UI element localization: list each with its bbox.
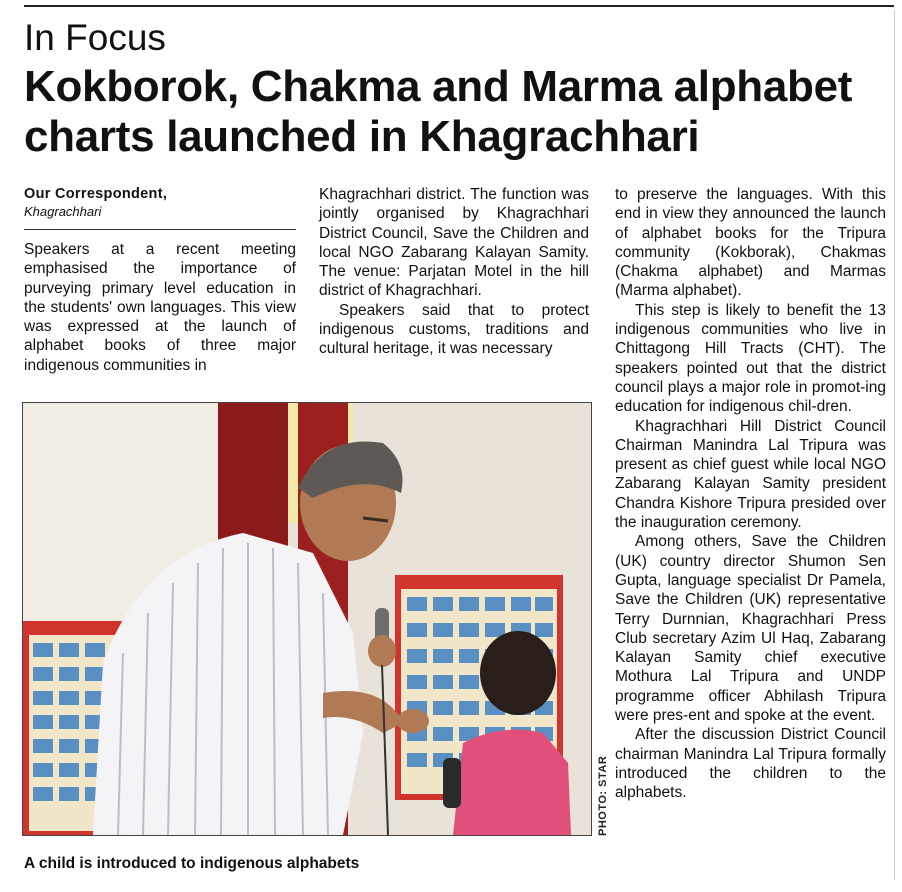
child-shirt — [453, 730, 571, 835]
paragraph: Speakers at a recent meeting emphasised the importance of purveying primary level education in the students' own languages. This view was expressed at the launch of alphabet books of three major indigenous communities in — [24, 241, 296, 374]
paragraph: Among others, Save the Children (UK) country director Shumon Sen Gupta, language specialist Dr Pamela, Save the Children (UK) representative Terry Durnnian, Khagrachhari Press Club secretary Azim Ul Haq, Zabarang Kalayan Samity chief executive Mothura Lal Tripura and UNDP programme officer Abhilash Tripura were pres-ent and spoke at the event. — [615, 533, 886, 725]
article-photo — [22, 402, 592, 836]
paragraph: to preserve the languages. With this end in view they announced the launch of alphabet books for the Tripura community (Kokborak), Chakmas (Chakma alphabet) and Marmas (Marma alphabet). — [615, 186, 886, 300]
byline — [24, 184, 296, 220]
photo-caption: A child is introduced to indigenous alphabets — [24, 855, 360, 872]
byline-place: Khagrachhari — [24, 204, 102, 219]
child-head — [480, 631, 556, 715]
column-1 — [24, 240, 296, 375]
headline: Kokborok, Chakma and Marma alphabet charts launched in Khagrachhari — [24, 62, 853, 161]
photo-illustration — [23, 403, 591, 835]
paragraph: This step is likely to benefit the 13 indigenous communities who live in Chittagong Hill Tracts (CHT). The speakers pointed out that the district council plays a major role in promot-ing education for indigenous chil-dren. — [615, 301, 886, 416]
man-hand — [397, 709, 429, 733]
section-kicker: In Focus — [24, 17, 166, 58]
column-2 — [319, 185, 589, 359]
photo-credit: PHOTO: STAR — [597, 755, 609, 836]
byline-rule — [24, 229, 296, 230]
right-rule — [894, 10, 895, 880]
child-microphone — [443, 758, 461, 808]
paragraph: Speakers said that to protect indigenous customs, traditions and cultural heritage, it was necessary — [319, 301, 589, 358]
paragraph: Khagrachhari Hill District Council Chairman Manindra Lal Tripura was present as chief guest while local NGO Zabarang Kalayan Samity president Chandra Kishore Tripura presided over the inauguration ceremony. — [615, 417, 886, 532]
top-rule — [24, 5, 894, 7]
paragraph: After the discussion District Council chairman Manindra Lal Tripura formally introduced the children to the alphabets. — [615, 726, 886, 802]
paragraph: Khagrachhari district. The function was jointly organised by Khagrachhari District Council, Save the Children and local NGO Zabarang Kalayan Samity. The venue: Parjatan Motel in the hill district of Khagrachhari. — [319, 186, 589, 300]
byline-name: Our Correspondent, — [24, 186, 168, 202]
man-hand-mic — [368, 635, 396, 667]
column-3 — [615, 185, 886, 803]
